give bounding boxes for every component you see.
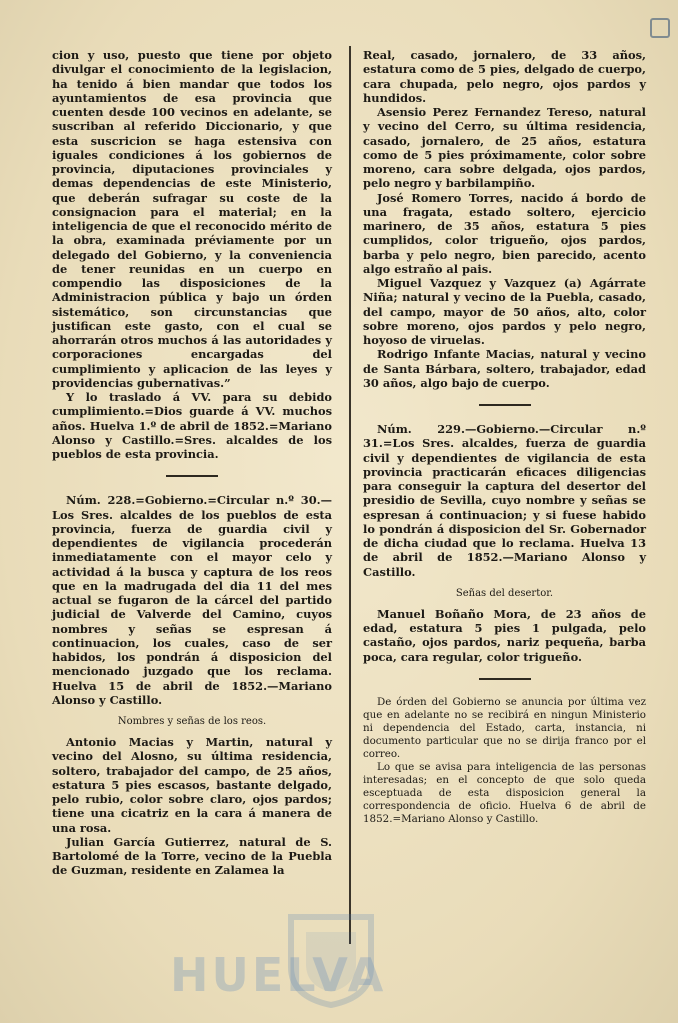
reo-jose-romero: José Romero Torres, nacido á bordo de una fragata, estado soltero, ejercicio marinero, de 35 años, estatura 5 pies cumplidos, color trigueño, ojos pardos, barba y pelo negro, bien parecido, acento algo estraño al pais. [363, 190, 646, 276]
reo-miguel-vazquez: Miguel Vazquez y Vazquez (a) Agárrate Niña; natural y vecino de la Puebla, casado, del campo, mayor de 50 años, alto, color sobre moreno, ojos pardos y pelo negro, hoyoso de viruelas. [363, 276, 646, 347]
corner-mark-icon [650, 18, 670, 38]
section-divider [166, 475, 218, 477]
desertor-manuel-bonano: Manuel Boñaño Mora, de 23 años de edad, estatura 5 pies 1 pulgada, pelo castaño, ojos pardos, nariz pequeña, barba poca, cara regular, color trigueño. [363, 606, 646, 664]
column-rule [349, 46, 351, 944]
reo-antonio-macias: Antonio Macias y Martin, natural y vecino del Alosno, su última residencia, soltero, trabajador del campo, de 25 años, estatura 5 pies escasos, bastante delgado, pelo rubio, color sobre claro, ojos pardos; tiene una cicatriz en la cara á manera de una rosa. [52, 735, 332, 835]
left-paragraph-2: Y lo traslado á VV. para su debido cumplimiento.=Dios guarde á VV. muchos años. Huelva 1.º de abril de 1852.=Mariano Alonso y Castillo.=Sres. alcaldes de los pueblos de esta provincia. [52, 390, 332, 461]
left-column [52, 48, 332, 878]
reo-julian-garcia: Julian García Gutierrez, natural de S. Bartolomé de la Torre, vecino de la Puebla de Guzman, residente en Zalamea la [52, 834, 332, 878]
notice-exception: Lo que se avisa para inteligencia de las personas interesadas; en el concepto de que solo queda esceptuada de esta disposicion general la correspondencia de oficio. Huelva 6 de abril de 1852.=Mariano Alonso y Castillo. [363, 760, 646, 825]
right-column [363, 48, 646, 826]
reo-asensio-perez: Asensio Perez Fernandez Tereso, natural y vecino del Cerro, su última residencia, casado, jornalero, de 25 años, estatura como de 5 pies próximamente, color sobre moreno, cara sobre delgada, ojos pardos, pelo negro y barbilampiño. [363, 105, 646, 191]
subheading-reos: Nombres y señas de los reos. [117, 716, 267, 727]
left-paragraph-1: cion y uso, puesto que tiene por objeto divulgar el conocimiento de la legislacion, ha tenido á bien mandar que todos los ayuntamientos de esa provincia que cuenten desde 100 vecinos en adelante, se suscriban al referido Diccionario, y que esta suscricion se haga estensiva con iguales condiciones á los gobiernos de provincia, diputaciones provinciales y demas dependencias de este Ministerio, que deberán sufragar su coste de la consignacion para el material; en la inteligencia de que el reconocido mérito de la obra, examinada préviamente por un delegado del Gobierno, y la conveniencia de tener reunidas en un cuerpo en compendio las disposiciones de la Administracion pública y bajo un órden sistemático, son circunstancias que justifican este gasto, con el cual se ahorrarán otros muchos á las autoridades y corporaciones encargadas del cumplimiento y aplicacion de las leyes y providencias gubernativas.” [52, 48, 332, 390]
circular-228: Núm. 228.=Gobierno.=Circular n.º 30.—Los Sres. alcaldes de los pueblos de esta provincia, fuerza de guardia civil y dependientes de vigilancia procederán inmediatamente con el mayor celo y actividad á la busca y captura de los reos que en la madrugada del dia 11 del mes actual se fugaron de la cárcel del partido judicial de Valverde del Camino, cuyos nombres y señas se espresan á continuacion, los cuales, caso de ser habidos, los pondrán á disposicion del mencionado juzgado que los reclama. Huelva 15 de abril de 1852.—Mariano Alonso y Castillo. [52, 493, 332, 707]
watermark-text: HUELVA [170, 948, 387, 1002]
reo-rodrigo-infante: Rodrigo Infante Macias, natural y vecino de Santa Bárbara, soltero, trabajador, edad 30 años, algo bajo de cuerpo. [363, 347, 646, 390]
subheading-desertor: Señas del desertor. [455, 587, 554, 599]
circular-229: Núm. 229.—Gobierno.—Circular n.º 31.=Los Sres. alcaldes, fuerza de guardia civil y dependientes de vigilancia de esta provincia practicarán eficaces diligencias para conseguir la captura del desertor del presidio de Sevilla, cuyo nombre y señas se espresan á continuacion; y si fuese habido lo pondrán á disposicion del Sr. Gobernador de dicha ciudad que lo reclama. Huelva 13 de abril de 1852.—Mariano Alonso y Castillo. [363, 422, 646, 579]
section-divider [479, 404, 531, 406]
notice-correspondence: De órden del Gobierno se anuncia por última vez que en adelante no se recibirá en ningun Ministerio ni dependencia del Estado, carta, instancia, ni documento particular que no se dirija franco por el correo. [363, 695, 646, 760]
right-paragraph-1: Real, casado, jornalero, de 33 años, estatura como de 5 pies, delgado de cuerpo, cara chupada, pelo negro, ojos pardos y hundidos. [363, 48, 646, 105]
section-divider [479, 678, 531, 680]
